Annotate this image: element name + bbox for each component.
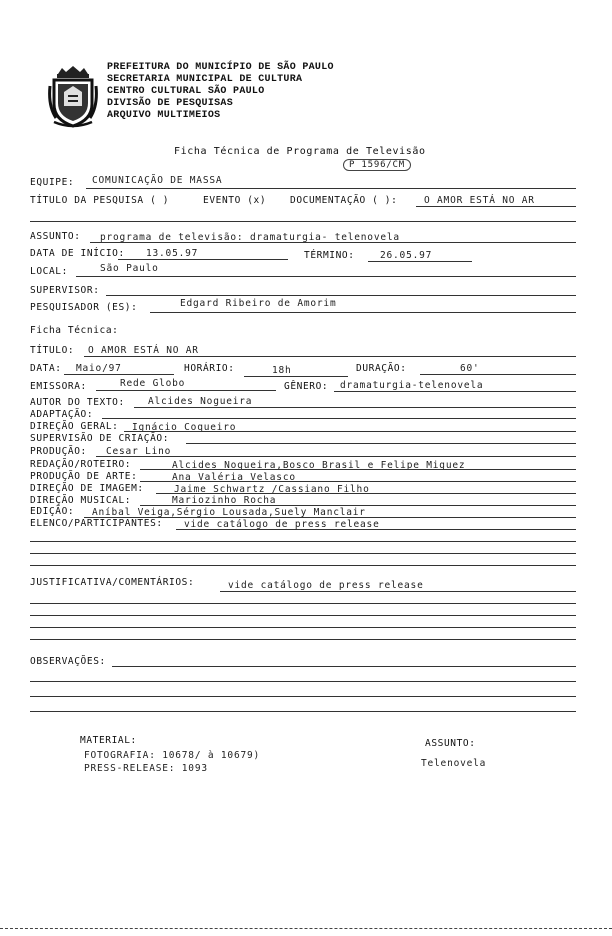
equipe-label: EQUIPE: bbox=[30, 177, 75, 188]
data-inicio-value: 13.05.97 bbox=[146, 248, 199, 259]
assunto-box-label: ASSUNTO: bbox=[425, 738, 476, 749]
evento-label: EVENTO (x) bbox=[203, 195, 267, 206]
justificativa-value: vide catálogo de press release bbox=[228, 580, 424, 591]
direcao-musical-label: DIREÇÃO MUSICAL: bbox=[30, 495, 132, 506]
direcao-geral-value: Ignácio Coqueiro bbox=[132, 422, 237, 433]
horario-value: 18h bbox=[272, 365, 292, 376]
header-institution: PREFEITURA DO MUNICÍPIO DE SÃO PAULO bbox=[107, 62, 334, 73]
termino-value: 26.05.97 bbox=[380, 250, 433, 261]
edicao-label: EDIÇÃO: bbox=[30, 506, 75, 517]
direcao-musical-value: Mariozinho Rocha bbox=[172, 495, 277, 506]
page-bottom-edge bbox=[0, 928, 612, 929]
redacao-value: Alcides Nogueira,Bosco Brasil e Felipe Miguez bbox=[172, 460, 466, 471]
ficha-heading: Ficha Técnica: bbox=[30, 325, 119, 336]
data-value: Maio/97 bbox=[76, 363, 122, 374]
local-value: São Paulo bbox=[100, 263, 159, 274]
material-press-release: PRESS-RELEASE: 1093 bbox=[84, 763, 208, 774]
document-code: P 1596/CM bbox=[343, 159, 411, 171]
duracao-label: DURAÇÃO: bbox=[356, 363, 407, 374]
supervisor-label: SUPERVISOR: bbox=[30, 285, 100, 296]
producao-arte-label: PRODUÇÃO DE ARTE: bbox=[30, 471, 138, 482]
edicao-value: Aníbal Veiga,Sérgio Lousada,Suely Manclair bbox=[92, 507, 366, 518]
titulo-pesquisa-value: O AMOR ESTÁ NO AR bbox=[424, 195, 535, 206]
data-inicio-label: DATA DE INÍCIO: bbox=[30, 248, 125, 259]
justificativa-label: JUSTIFICATIVA/COMENTÁRIOS: bbox=[30, 577, 195, 588]
elenco-value: vide catálogo de press release bbox=[184, 519, 380, 530]
direcao-geral-label: DIREÇÃO GERAL: bbox=[30, 421, 119, 432]
pesquisador-value: Edgard Ribeiro de Amorim bbox=[180, 298, 337, 309]
direcao-imagem-label: DIREÇÃO DE IMAGEM: bbox=[30, 483, 144, 494]
autor-label: AUTOR DO TEXTO: bbox=[30, 397, 125, 408]
documentacao-label: DOCUMENTAÇÃO ( ): bbox=[290, 195, 398, 206]
genero-label: GÊNERO: bbox=[284, 381, 329, 392]
header-archive: ARQUIVO MULTIMEIOS bbox=[107, 110, 221, 121]
header-center: CENTRO CULTURAL SÃO PAULO bbox=[107, 86, 265, 97]
elenco-label: ELENCO/PARTICIPANTES: bbox=[30, 518, 163, 529]
document-title: Ficha Técnica de Programa de Televisão bbox=[174, 146, 426, 157]
coat-of-arms-logo bbox=[48, 66, 98, 128]
emissora-value: Rede Globo bbox=[120, 378, 186, 389]
supervisao-label: SUPERVISÃO DE CRIAÇÃO: bbox=[30, 433, 170, 444]
assunto-label: ASSUNTO: bbox=[30, 231, 81, 242]
horario-label: HORÁRIO: bbox=[184, 363, 235, 374]
pesquisador-label: PESQUISADOR (ES): bbox=[30, 302, 138, 313]
assunto-box-value: Telenovela bbox=[421, 758, 487, 769]
termino-label: TÉRMINO: bbox=[304, 250, 355, 261]
observacoes-label: OBSERVAÇÕES: bbox=[30, 656, 106, 667]
data-label: DATA: bbox=[30, 363, 62, 374]
titulo-value: O AMOR ESTÁ NO AR bbox=[88, 345, 199, 356]
producao-value: Cesar Lino bbox=[106, 446, 172, 457]
material-label: MATERIAL: bbox=[80, 735, 137, 746]
direcao-imagem-value: Jaime Schwartz /Cassiano Filho bbox=[174, 484, 370, 495]
material-fotografia: FOTOGRAFIA: 10678/ à 10679) bbox=[84, 750, 261, 761]
genero-value: dramaturgia-telenovela bbox=[340, 380, 484, 391]
adaptacao-label: ADAPTAÇÃO: bbox=[30, 409, 94, 420]
header-secretariat: SECRETARIA MUNICIPAL DE CULTURA bbox=[107, 74, 303, 85]
autor-value: Alcides Nogueira bbox=[148, 396, 253, 407]
titulo-label: TÍTULO: bbox=[30, 345, 75, 356]
producao-label: PRODUÇÃO: bbox=[30, 446, 87, 457]
header-division: DIVISÃO DE PESQUISAS bbox=[107, 98, 234, 109]
redacao-label: REDAÇÃO/ROTEIRO: bbox=[30, 459, 132, 470]
duracao-value: 60' bbox=[460, 363, 480, 374]
local-label: LOCAL: bbox=[30, 266, 68, 277]
equipe-value: COMUNICAÇÃO DE MASSA bbox=[92, 175, 223, 186]
producao-arte-value: Ana Valéria Velasco bbox=[172, 472, 296, 483]
titulo-pesquisa-label: TÍTULO DA PESQUISA ( ) bbox=[30, 195, 170, 206]
assunto-value: programa de televisão: dramaturgia- telenovela bbox=[100, 232, 400, 243]
emissora-label: EMISSORA: bbox=[30, 381, 87, 392]
